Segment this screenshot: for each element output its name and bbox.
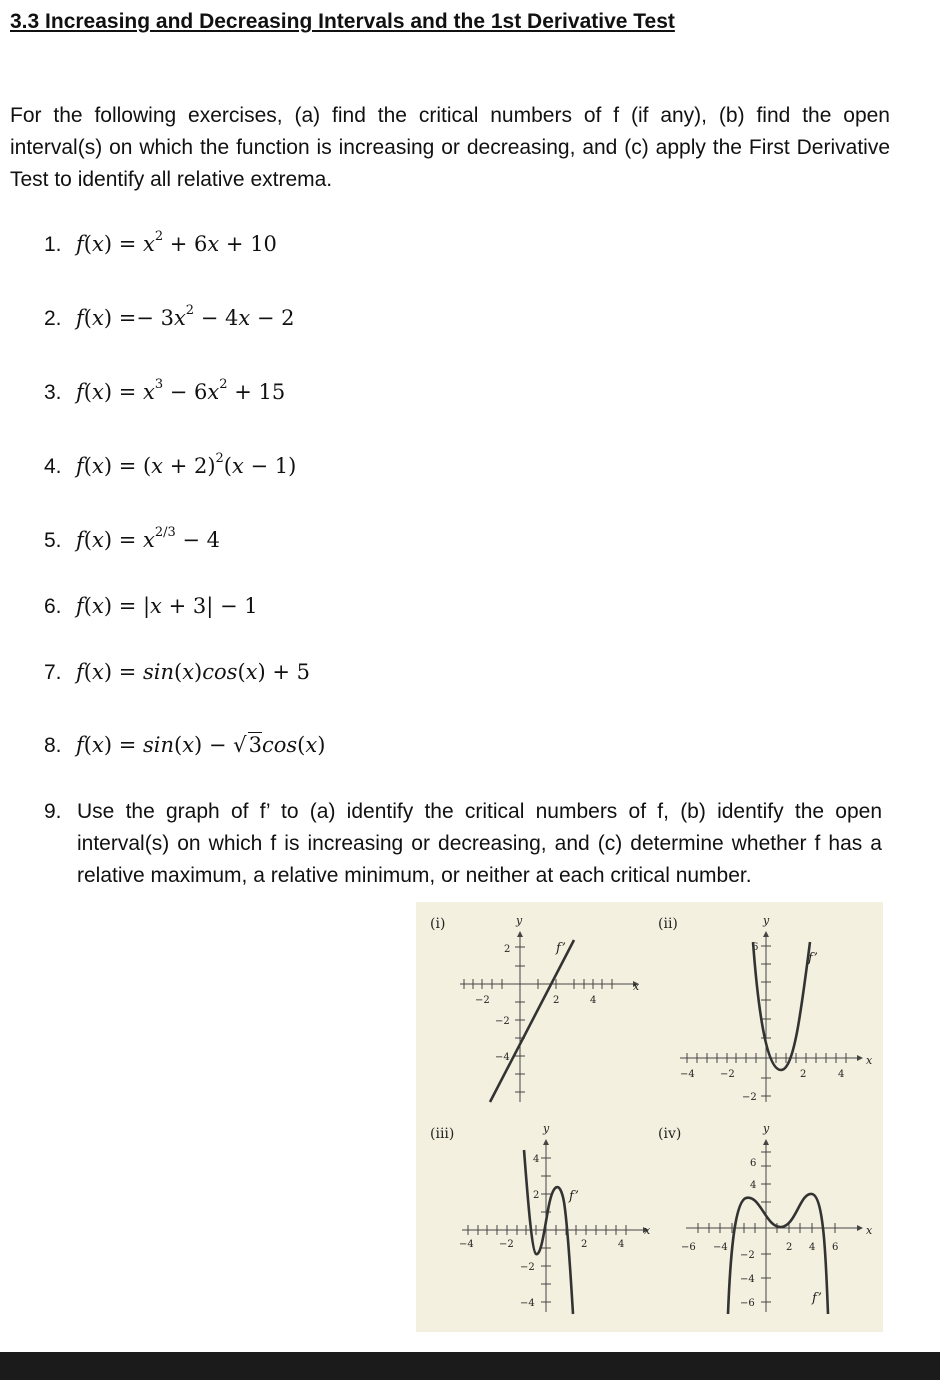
y-tick-label: 6 <box>750 1158 757 1169</box>
exercise-3 <box>44 377 286 405</box>
graph-i <box>430 914 640 1102</box>
exercise-8 <box>44 732 325 758</box>
y-tick-label: 4 <box>533 1154 540 1165</box>
exercise-7 <box>44 660 310 685</box>
graph-label: (iii) <box>430 1126 455 1142</box>
graph-iv <box>658 1122 873 1314</box>
exercise-formula: $f(x) = x^2 + 6x + 10$ <box>76 229 277 256</box>
exercise-4 <box>44 451 297 479</box>
sqrt-radicand: 3 <box>248 733 262 757</box>
derivative-graphs-panel <box>416 902 883 1332</box>
exercise-formula: f(x) = |x + 3| − 1 <box>76 594 258 618</box>
x-tick-label: 4 <box>618 1239 625 1250</box>
x-axis-label: x <box>866 1224 873 1237</box>
y-tick-label: −2 <box>740 1250 755 1261</box>
y-tick-label: −4 <box>495 1052 510 1063</box>
exercise-formula: $f(x) = x^{2/3} - 4$ <box>76 525 221 552</box>
curve-label: f’ <box>808 951 818 966</box>
exercise-number: 6. <box>44 595 62 618</box>
exercise-formula: f(x) = sin(x) − √3cos(x) <box>76 733 326 757</box>
graph-iii <box>430 1122 651 1314</box>
graph-label: (i) <box>430 916 446 932</box>
exercise-number: 3. <box>44 381 62 404</box>
y-tick-label: −2 <box>742 1092 757 1103</box>
instructions-paragraph: For the following exercises, (a) find the critical numbers of f (if any), (b) find the open interval(s) on which the function is increasing or decreasing, and (c) apply the First Derivative Test to identify all relative extrema. <box>10 104 890 191</box>
exercise-9-text: Use the graph of f’ to (a) identify the critical numbers of f, (b) identify the open interval(s) on which f is increasing or decreasing, and (c) determine whether f has a relative maximum, a relative minimum, or neither at each critical number. <box>77 800 882 887</box>
x-axis-label: x <box>633 980 640 993</box>
exercise-formula: f(x) = sin(x)cos(x) + 5 <box>76 660 310 684</box>
bottom-bar <box>0 1352 940 1380</box>
x-tick-label: 4 <box>809 1242 816 1253</box>
x-axis-label: x <box>644 1224 651 1237</box>
x-tick-label: −4 <box>713 1242 728 1253</box>
y-axis-label: y <box>543 1122 550 1135</box>
exercise-6 <box>44 594 258 619</box>
curve-label: f’ <box>569 1189 579 1204</box>
y-tick-label: 4 <box>750 1180 757 1191</box>
y-axis-label: y <box>516 914 523 927</box>
exercise-5 <box>44 525 221 553</box>
x-tick-label: −2 <box>475 995 490 1006</box>
x-tick-label: 2 <box>786 1242 793 1253</box>
x-tick-label: 2 <box>581 1239 588 1250</box>
x-tick-label: −2 <box>720 1069 735 1080</box>
exercise-number: 7. <box>44 661 62 684</box>
x-tick-label: 4 <box>590 995 597 1006</box>
exercise-formula: $f(x) = x^3 - 6x^2 + 15$ <box>76 377 286 404</box>
y-axis-label: y <box>763 1122 770 1135</box>
y-tick-label: −4 <box>520 1298 535 1309</box>
graph-label: (iv) <box>658 1126 682 1142</box>
x-tick-label: −4 <box>459 1239 474 1250</box>
y-tick-label: −2 <box>520 1262 535 1273</box>
y-tick-label: −4 <box>740 1274 755 1285</box>
x-tick-label: −6 <box>681 1242 696 1253</box>
exercise-number: 4. <box>44 455 62 478</box>
exercise-number: 5. <box>44 529 62 552</box>
x-tick-label: 6 <box>832 1242 839 1253</box>
f-prime-curve <box>753 942 810 1070</box>
exercise-number: 8. <box>44 734 62 757</box>
x-axis-label: x <box>866 1054 873 1067</box>
y-tick-label: 2 <box>504 944 511 955</box>
exercise-number: 1. <box>44 233 62 256</box>
exercise-2 <box>44 303 295 331</box>
exercise-number: 2. <box>44 307 62 330</box>
exercise-formula: $f(x) = (x + 2)^2(x - 1)$ <box>76 451 297 478</box>
curve-label: f’ <box>812 1291 822 1306</box>
y-axis-label: y <box>763 914 770 927</box>
exercise-1 <box>44 229 277 257</box>
x-tick-label: 4 <box>838 1069 845 1080</box>
curve-label: f’ <box>556 941 566 956</box>
exercise-9 <box>44 796 884 892</box>
page-title: 3.3 Increasing and Decreasing Intervals and the 1st Derivative Test <box>10 10 675 33</box>
exercise-formula: $f(x) =- 3x^2 - 4x - 2$ <box>76 303 295 330</box>
x-tick-label: 2 <box>800 1069 807 1080</box>
x-tick-label: −2 <box>499 1239 514 1250</box>
x-tick-label: −4 <box>680 1069 695 1080</box>
y-tick-label: 6 <box>752 942 759 953</box>
y-tick-label: −6 <box>740 1298 755 1309</box>
exercise-number: 9. <box>44 800 62 823</box>
y-tick-label: 2 <box>533 1190 540 1201</box>
y-tick-label: −2 <box>495 1016 510 1027</box>
graphs-figure <box>416 902 883 1332</box>
graph-ii <box>658 914 873 1103</box>
graph-label: (ii) <box>658 916 678 932</box>
x-tick-label: 2 <box>553 995 560 1006</box>
